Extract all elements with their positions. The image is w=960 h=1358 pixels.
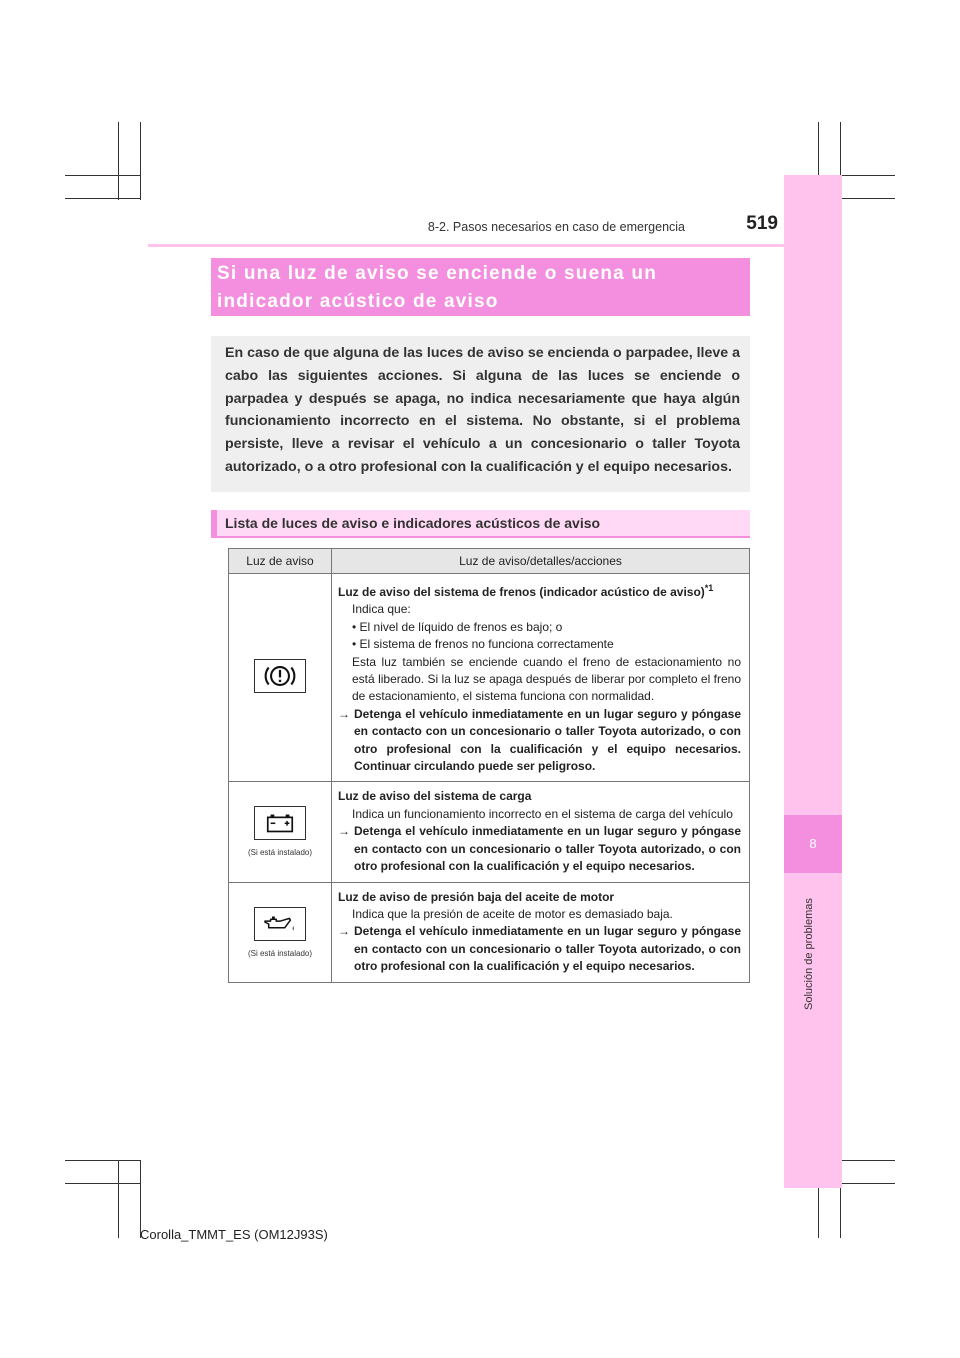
chapter-title: Solución de problemas <box>803 898 815 1010</box>
row-title: Luz de aviso de presión baja del aceite de motor <box>338 889 615 904</box>
crop-mark <box>65 1160 141 1161</box>
table-header-row <box>229 549 750 574</box>
list-heading: Lista de luces de aviso e indicadores acústicos de aviso <box>211 510 750 538</box>
row-note: Esta luz también se enciende cuando el freno de estacionamiento no está liberado. Si la luz se apaga después de liberar por completo el freno de estacionamiento, el sistema funciona con normalidad. <box>352 654 741 704</box>
brake-warning-icon <box>254 659 306 693</box>
crop-mark <box>65 175 141 176</box>
crop-mark <box>140 122 141 200</box>
footnote-marker: *1 <box>704 583 714 593</box>
row-action: → Detenga el vehículo inmediatamente en un lugar seguro y póngase en contacto con un concesionario o taller Toyota autorizado, o con otro profesional con la cualificación y el equipo necesarios. Continuar circulando puede ser peligroso. <box>338 706 741 776</box>
crop-mark <box>65 198 141 199</box>
crop-mark <box>118 1160 119 1238</box>
icon-cell <box>229 574 332 782</box>
column-header-details: Luz de aviso/detalles/acciones <box>332 549 750 574</box>
details-cell <box>332 782 750 882</box>
icon-cell <box>229 882 332 982</box>
icon-note: (Si está instalado) <box>247 948 313 958</box>
icon-note: (Si está instalado) <box>247 848 313 858</box>
row-description: Indica que: <box>352 602 411 617</box>
table-row <box>229 882 750 982</box>
row-title: Luz de aviso del sistema de frenos (indicador acústico de aviso)$^{*1}$ <box>338 583 714 599</box>
crop-mark <box>65 1183 141 1184</box>
row-description: Indica un funcionamiento incorrecto en el sistema de carga del vehículo <box>352 806 733 821</box>
footer-document-id: Corolla_TMMT_ES (OM12J93S) <box>140 1227 328 1242</box>
header-divider <box>148 244 842 247</box>
list-item: • El nivel de líquido de frenos es bajo; o <box>352 619 563 634</box>
crop-mark <box>118 122 119 200</box>
list-item: • El sistema de frenos no funciona correctamente <box>352 637 614 652</box>
table-row <box>229 574 750 782</box>
icon-cell <box>229 782 332 882</box>
row-action: → Detenga el vehículo inmediatamente en un lugar seguro y póngase en contacto con un concesionario o taller Toyota autorizado, o con otro profesional con la cualificación y el equipo necesarios. <box>338 823 741 875</box>
details-cell <box>332 574 750 782</box>
table-row <box>229 782 750 882</box>
page-number: 519 <box>746 213 778 234</box>
row-action: → Detenga el vehículo inmediatamente en un lugar seguro y póngase en contacto con un concesionario o taller Toyota autorizado, o con otro profesional con la cualificación y el equipo necesarios. <box>338 923 741 975</box>
battery-icon <box>254 806 306 840</box>
chapter-number: 8 <box>784 815 842 873</box>
oil-pressure-icon <box>254 907 306 941</box>
row-description: Indica que la presión de aceite de motor es demasiado baja. <box>352 906 673 921</box>
column-header-warning-light: Luz de aviso <box>229 549 332 574</box>
section-header: 8-2. Pasos necesarios en caso de emergencia <box>427 220 685 234</box>
page-title: Si una luz de aviso se enciende o suena un indicador acústico de aviso <box>211 258 750 316</box>
details-cell <box>332 882 750 982</box>
intro-paragraph: En caso de que alguna de las luces de aviso se encienda o parpadee, lleve a cabo las siguientes acciones. Si alguna de las luces se enciende o parpadea y después se apaga, no indica necesariamente que haya algún funcionamiento incorrecto en el sistema. No obstante, si el problema persiste, lleve a revisar el vehículo a un concesionario o taller Toyota autorizado, o a otro profesional con la cualificación y el equipo necesarios. <box>211 336 750 492</box>
chapter-side-tab <box>784 175 842 1188</box>
warning-lights-table <box>228 548 750 983</box>
row-title: Luz de aviso del sistema de carga <box>338 789 532 804</box>
